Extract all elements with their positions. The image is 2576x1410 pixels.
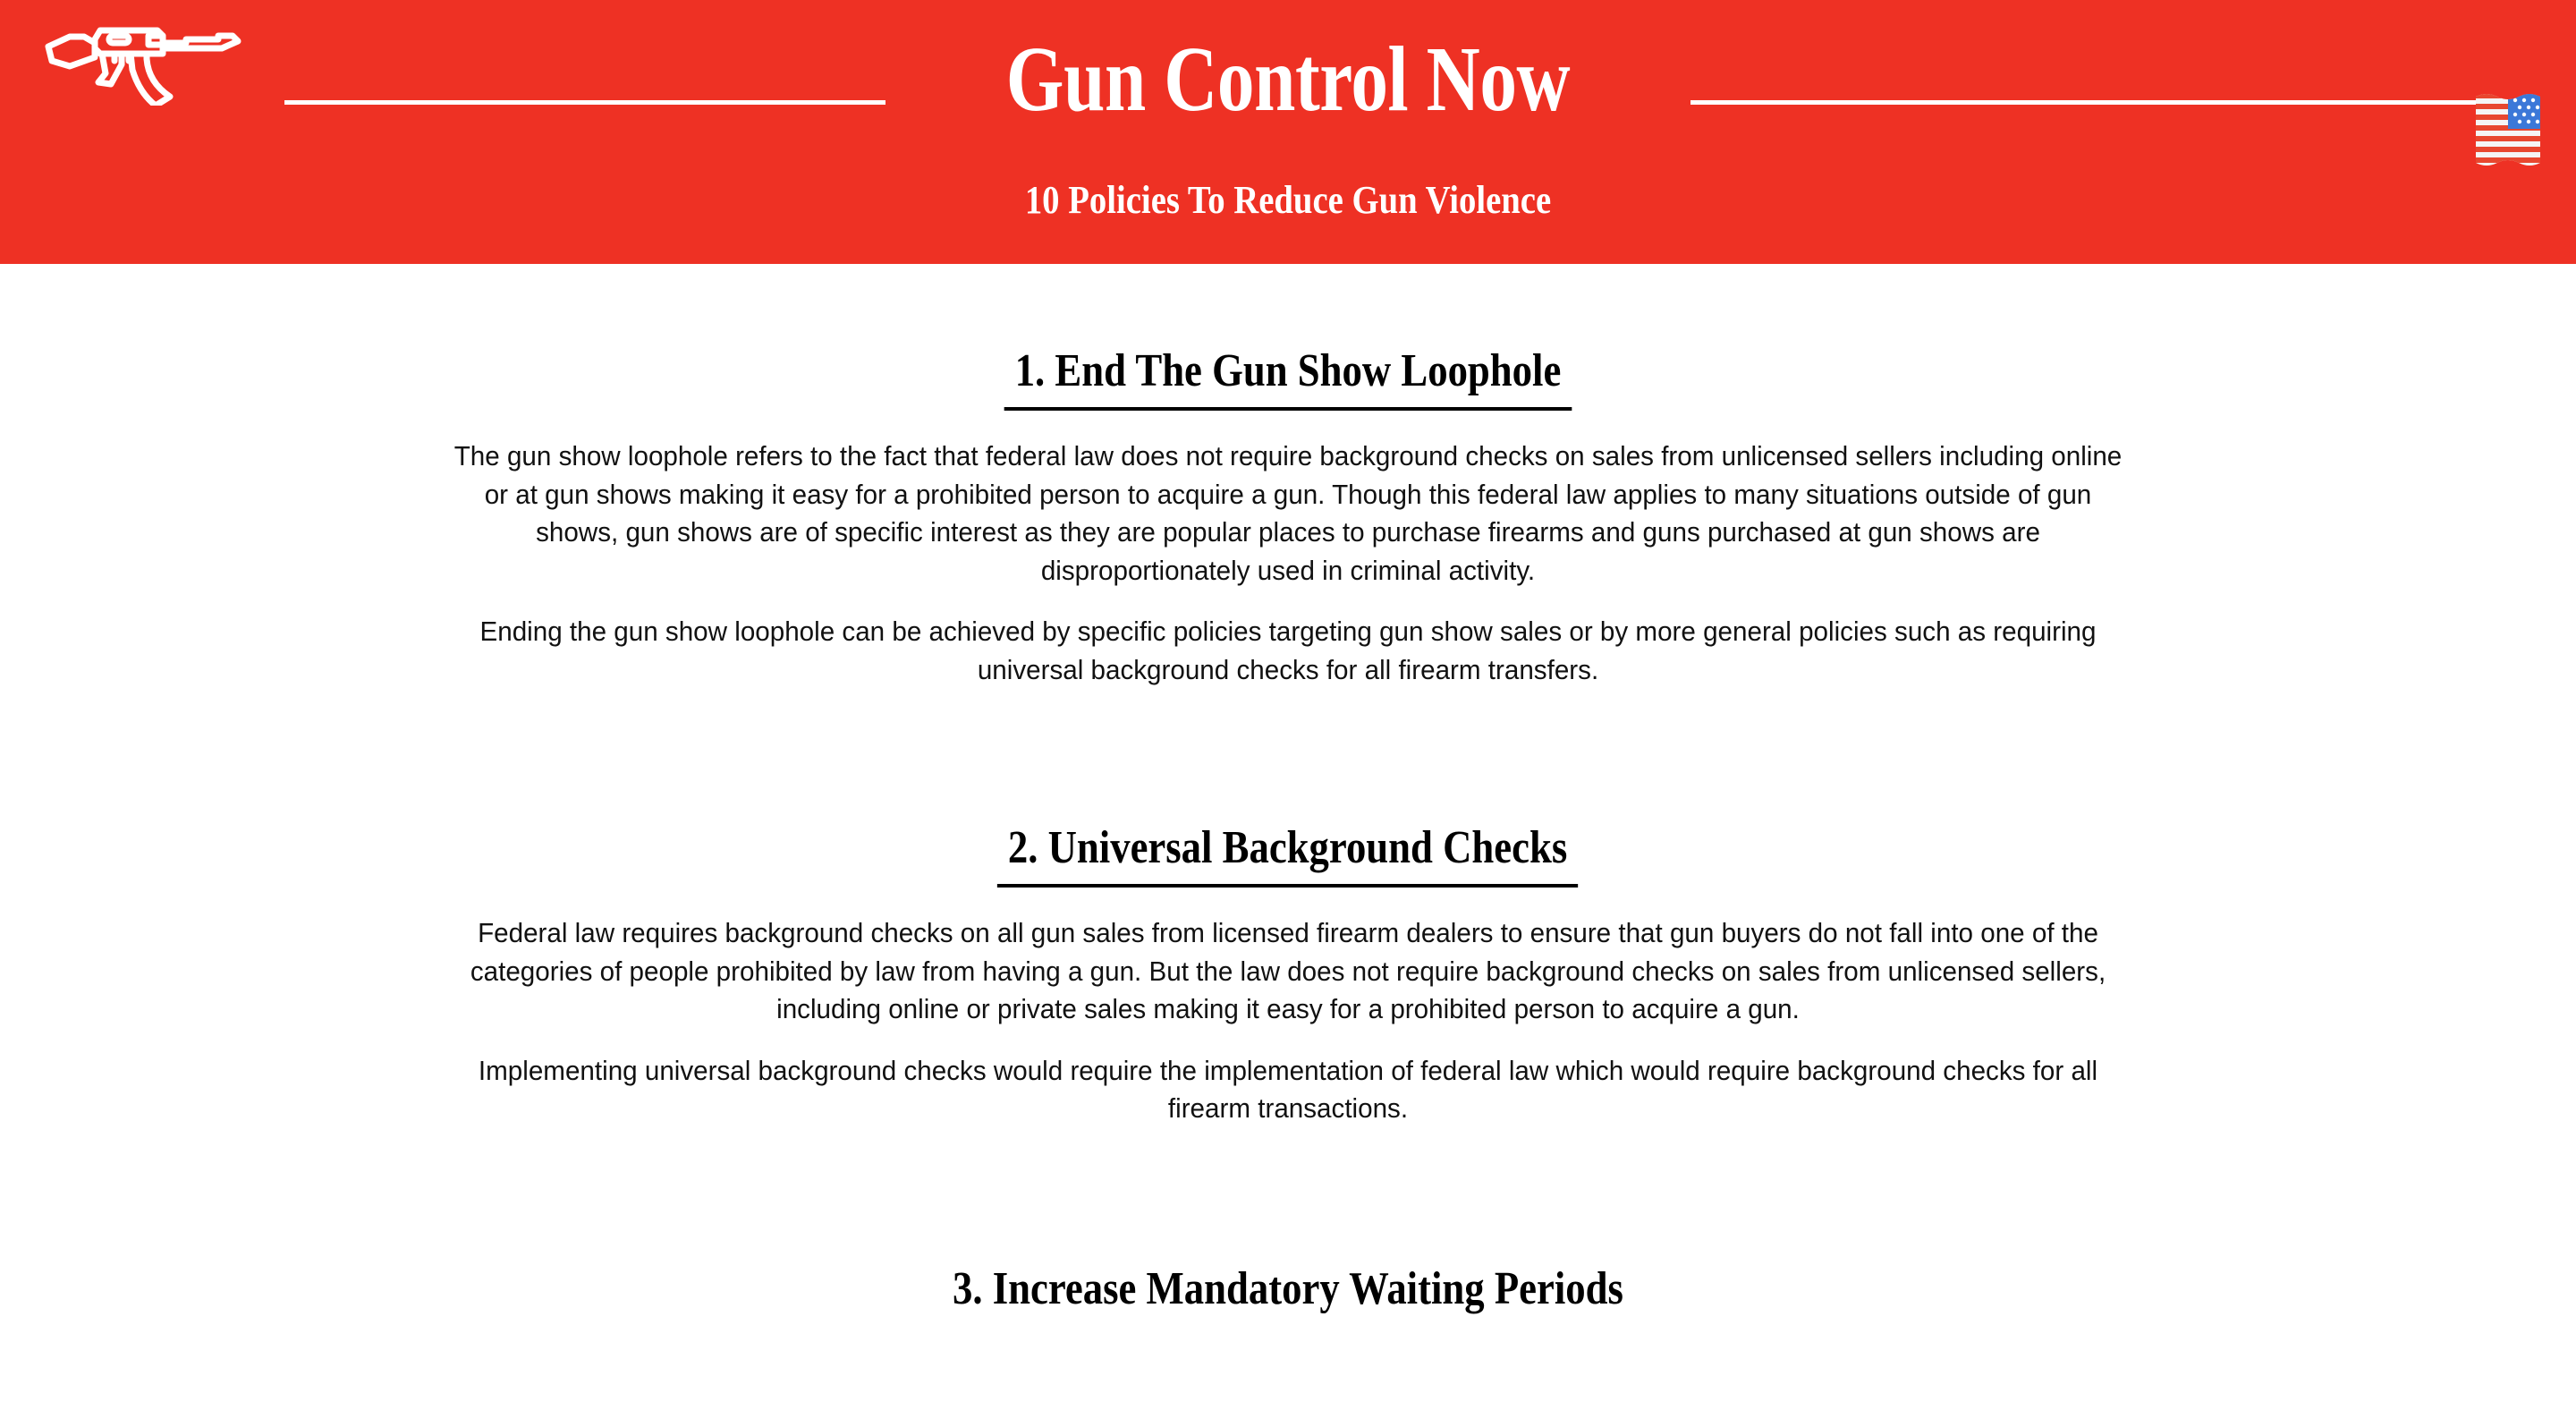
section-2-heading: 2. Universal Background Checks (997, 821, 1578, 888)
section-2-heading-wrap (0, 821, 2576, 888)
page-subtitle: 10 Policies To Reduce Gun Violence (1024, 178, 1552, 222)
usa-flag-icon (2469, 89, 2546, 175)
page-header-banner (0, 0, 2576, 264)
page-title: Gun Control Now (1005, 28, 1571, 131)
section-2-paragraph-2: Implementing universal background checks would require the implementation of federal law which would require background checks for all firearm transactions. (478, 1054, 2098, 1124)
section-2-paragraph-1: Federal law requires background checks on all gun sales from licensed firearm dealers to ensure that gun buyers do not fall into one of the categories of people prohibited by law from having a gun. But the law does not require background checks on sales from unlicensed sellers, including online or private sales making it easy for a prohibited person to acquire a gun. (470, 917, 2106, 1024)
section-3-heading-wrap (0, 1262, 2576, 1316)
policy-section-2 (0, 821, 2576, 1128)
rifle-icon (43, 7, 258, 106)
section-1-heading: 1. End The Gun Show Loophole (1004, 344, 1572, 411)
section-spacer-2 (0, 1128, 2576, 1262)
section-1-paragraph-2: Ending the gun show loophole can be achieved by specific policies targeting gun show sales or by more general policies such as requiring universal background checks for all firearm transfers. (479, 616, 2097, 685)
main-content (0, 264, 2576, 1316)
section-1-paragraph-1: The gun show loophole refers to the fact that federal law does not require background checks on sales from unlicensed sellers including online or at gun shows making it easy for a prohibited person to acquire a gun. Though this federal law applies to many situations outside of gun shows, gun shows are of specific interest as they are popular places to purchase firearms and guns purchased at gun shows are disproportionately used in criminal activity. (453, 440, 2123, 586)
section-3-heading: 3. Increase Mandatory Waiting Periods (953, 1262, 1623, 1314)
section-1-body (411, 411, 2165, 689)
section-spacer-1 (0, 689, 2576, 821)
policy-section-3 (0, 1262, 2576, 1316)
policy-section-1 (0, 344, 2576, 689)
section-1-heading-wrap (0, 344, 2576, 411)
section-2-body (411, 888, 2165, 1128)
